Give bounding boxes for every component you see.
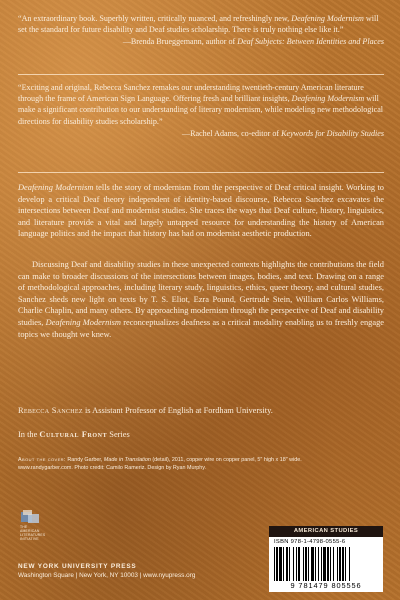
series-name: Cultural Front — [39, 430, 108, 439]
description-paragraph: Deafening Modernism tells the story of modernism from the perspective of Deaf critical insight. Working to develop a critical Deaf theory independent of identity-based discourse, Rebecca Sanchez excavates the intersections between Deaf and modernist studies. She traces the ways that Deaf culture, history, linguistics, and literature provide a vital and largely untapped resource for understanding the history of American language politics and the impact that history has had on modernist aesthetic production. — [18, 183, 384, 239]
publisher-address: Washington Square | New York, NY 10003 | www.nyupress.org — [18, 572, 196, 579]
endorsement-attribution: —Brenda Brueggemann, author of Deaf Subjects: Between Identities and Places — [122, 37, 384, 47]
endorsement-blurb — [18, 13, 384, 48]
barcode-digits: 9 781479 805556 — [290, 581, 362, 590]
publisher-imprint — [18, 562, 195, 580]
series-line: In the Cultural Front Series — [18, 430, 130, 439]
description-paragraph: Discussing Deaf and disability studies in these unexpected contexts highlights the contributions the field can make to broader discussions of the intersections between images, bodies, and text. Drawing on a range of methodological approaches, including literary study, linguistics, ethics, queer theory, and cultural studies, Sanchez sheds new light on texts by T. S. Eliot, Ezra Pound, Gertrude Stein, William Carlos Williams, Charlie Chaplin, and many others. By approaching modernism through the perspective of Deaf and disability studies, Deafening Modernism reconceptualizes deafness as a critical modality enabling us to freshly engage topics we thought we knew. — [18, 260, 384, 339]
logo-text: THE AMERICAN LITERATURES INITIATIVE — [20, 525, 46, 541]
endorsement-blurb — [18, 82, 384, 139]
author-name: Rebecca Sanchez — [18, 406, 83, 415]
endorsement-quote: “Exciting and original, Rebecca Sanchez remakes our understanding twentieth-century American literature through the frame of American Sign Language. Offering fresh and brilliant insights, Deafening Modernism will make a significant contribution to our understanding of literary modernism, while modeling new methodological directions for disability studies scholarship.” — [18, 83, 384, 126]
divider-rule — [18, 172, 384, 173]
isbn-text: ISBN 978-1-4798-0555-6 — [274, 539, 346, 545]
endorsement-quote: “An extraordinary book. Superbly written, critically nuanced, and refreshingly new, Deafening Modernism will set the standard for future disability and Deaf studies scholarship. There is truly nothing else like it.” — [18, 14, 379, 35]
divider-rule — [18, 74, 384, 75]
american-literatures-initiative-logo — [20, 510, 46, 541]
barcode-block — [269, 526, 383, 592]
author-bio: Rebecca Sanchez is Assistant Professor of English at Fordham University. — [18, 406, 273, 415]
endorsement-attribution: —Rachel Adams, co-editor of Keywords for Disability Studies — [181, 128, 384, 138]
about-the-cover: About the cover: Randy Garber, Made in Translation (detail), 2011, copper wire on copper panel, 5″ high x 18″ wide. www.randygarber.com. Photo credit: Camilo Rameriz. Design by Ryan Murphy. — [18, 457, 302, 471]
barcode-panel — [269, 537, 383, 592]
subject-category-label: AMERICAN STUDIES — [269, 526, 383, 537]
ali-logo-icon — [20, 510, 42, 524]
publisher-name: NEW YORK UNIVERSITY PRESS — [18, 563, 137, 570]
barcode-icon — [274, 547, 378, 581]
